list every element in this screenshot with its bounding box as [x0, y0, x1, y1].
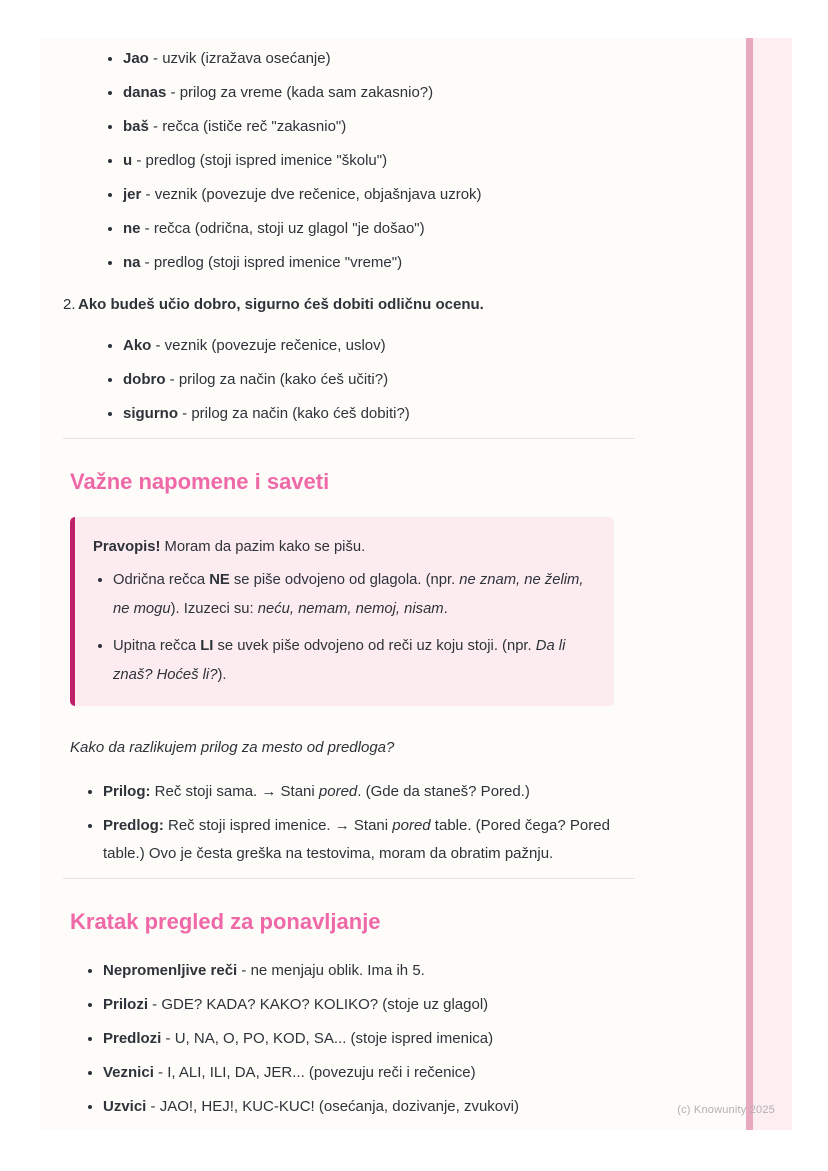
list-item	[103, 1059, 635, 1087]
text-segment: - prilog za način (kako ćeš dobiti?)	[178, 405, 410, 422]
text-segment: - veznik (povezuje rečenice, uslov)	[151, 337, 386, 354]
document-page	[40, 38, 792, 1130]
text-segment: Veznici	[103, 1064, 154, 1081]
text-segment: - predlog (stoji ispred imenice "vreme")	[140, 254, 403, 271]
text-segment: sigurno	[123, 405, 178, 422]
text-segment: - JAO!, HEJ!, KUC-KUC! (osećanja, dozivanje, zvukovi)	[146, 1098, 519, 1115]
text-segment: LI	[200, 638, 214, 654]
text-segment: - U, NA, O, PO, KOD, SA... (stoje ispred imenica)	[161, 1030, 494, 1047]
divider	[63, 438, 635, 439]
list-item	[123, 366, 635, 394]
list-item	[123, 215, 635, 243]
text-segment: Uzvici	[103, 1098, 147, 1115]
text-segment: ne znam, ne želim, ne mogu	[113, 572, 584, 617]
text-segment: jer	[123, 186, 142, 203]
word-analysis-list-2	[63, 332, 635, 428]
list-item	[123, 181, 635, 209]
list-item	[113, 632, 602, 690]
list-item	[103, 991, 635, 1019]
question-line: Kako da razlikujem prilog za mesto od predloga?	[70, 739, 395, 756]
section-heading-notes: Važne napomene i saveti	[70, 469, 330, 494]
footer-credit: (c) Knowunity 2025	[677, 1104, 775, 1116]
text-segment: - ne menjaju oblik. Ima ih 5.	[237, 962, 425, 979]
text-segment: - predlog (stoji ispred imenice "školu")	[132, 152, 388, 169]
text-segment: Jao	[123, 50, 149, 67]
text-segment: u	[123, 152, 133, 169]
text-segment: pored	[318, 783, 358, 800]
page-edge-stripe	[746, 38, 753, 1130]
comparison-list	[63, 778, 635, 868]
list-item	[123, 147, 635, 175]
document-content	[40, 38, 635, 1121]
text-segment: Ako	[123, 337, 152, 354]
text-segment: - I, ALI, ILI, DA, JER... (povezuju reči i rečenice)	[153, 1064, 476, 1081]
text-segment: - uzvik (izražava osećanje)	[148, 50, 331, 67]
text-segment: Predlog:	[103, 817, 164, 834]
text-segment: se uvek piše odvojeno od reči uz koju stoji. (npr.	[213, 638, 536, 654]
page-edge-band	[753, 38, 792, 1130]
list-item	[103, 1093, 635, 1121]
list-item	[123, 249, 635, 277]
text-segment: - GDE? KADA? KAKO? KOLIKO? (stoje uz glagol)	[148, 996, 489, 1013]
text-segment: - prilog za vreme (kada sam zakasnio?)	[166, 84, 434, 101]
text-segment: Da li znaš? Hoćeš li?	[113, 638, 566, 683]
text-segment: Prilozi	[103, 996, 149, 1013]
list-number: 2.	[63, 296, 76, 313]
pravopis-callout	[70, 517, 614, 706]
divider	[63, 878, 635, 879]
text-segment: ). Izuzeci su:	[170, 601, 258, 617]
text-segment: table. (Pored čega? Pored table.) Ovo je česta greška na testovima, moram da obratim pažnju.	[103, 817, 610, 862]
callout-title	[93, 533, 602, 562]
text-segment: Moram da pazim kako se pišu.	[160, 539, 366, 555]
review-list	[63, 957, 635, 1121]
callout-list	[93, 566, 602, 690]
text-segment: ).	[217, 667, 227, 683]
text-segment: - rečca (odrična, stoji uz glagol "je došao")	[140, 220, 425, 237]
numbered-sentence-item	[63, 291, 635, 319]
text-segment: danas	[123, 84, 167, 101]
text-segment: se piše odvojeno od glagola. (npr.	[229, 572, 460, 588]
list-item	[123, 400, 635, 428]
text-segment: Pravopis!	[93, 539, 161, 555]
word-analysis-list-1	[63, 45, 635, 277]
text-segment: na	[123, 254, 141, 271]
text-segment: pored	[392, 817, 431, 834]
list-item	[103, 812, 635, 868]
text-segment: .	[443, 601, 448, 617]
list-item	[103, 778, 635, 806]
list-item	[113, 566, 602, 624]
text-segment: baš	[123, 118, 149, 135]
section-heading-review: Kratak pregled za ponavljanje	[70, 909, 381, 934]
text-segment: neću, nemam, nemoj, nisam	[257, 601, 444, 617]
text-segment: Reč stoji sama. → Stani	[150, 783, 319, 800]
list-item	[123, 113, 635, 141]
numbered-sentence-text	[78, 291, 484, 319]
text-segment: NE	[209, 572, 230, 588]
text-segment: - veznik (povezuje dve rečenice, objašnjava uzrok)	[141, 186, 482, 203]
list-item	[103, 1025, 635, 1053]
text-segment: Predlozi	[103, 1030, 162, 1047]
list-item	[123, 332, 635, 360]
text-segment: Ako budeš učio dobro, sigurno ćeš dobiti odličnu ocenu.	[78, 296, 484, 313]
list-item	[123, 79, 635, 107]
text-segment: dobro	[123, 371, 166, 388]
text-segment: Reč stoji ispred imenice. → Stani	[163, 817, 393, 834]
text-segment: Odrična rečca	[113, 572, 210, 588]
text-segment: - rečca (ističe reč "zakasnio")	[148, 118, 347, 135]
text-segment: - prilog za način (kako ćeš učiti?)	[165, 371, 389, 388]
text-segment: Upitna rečca	[113, 638, 201, 654]
list-item	[103, 957, 635, 985]
text-segment: . (Gde da staneš? Pored.)	[357, 783, 530, 800]
text-segment: ne	[123, 220, 141, 237]
text-segment: Nepromenljive reči	[103, 962, 238, 979]
text-segment: Prilog:	[103, 783, 151, 800]
list-item	[123, 45, 635, 73]
